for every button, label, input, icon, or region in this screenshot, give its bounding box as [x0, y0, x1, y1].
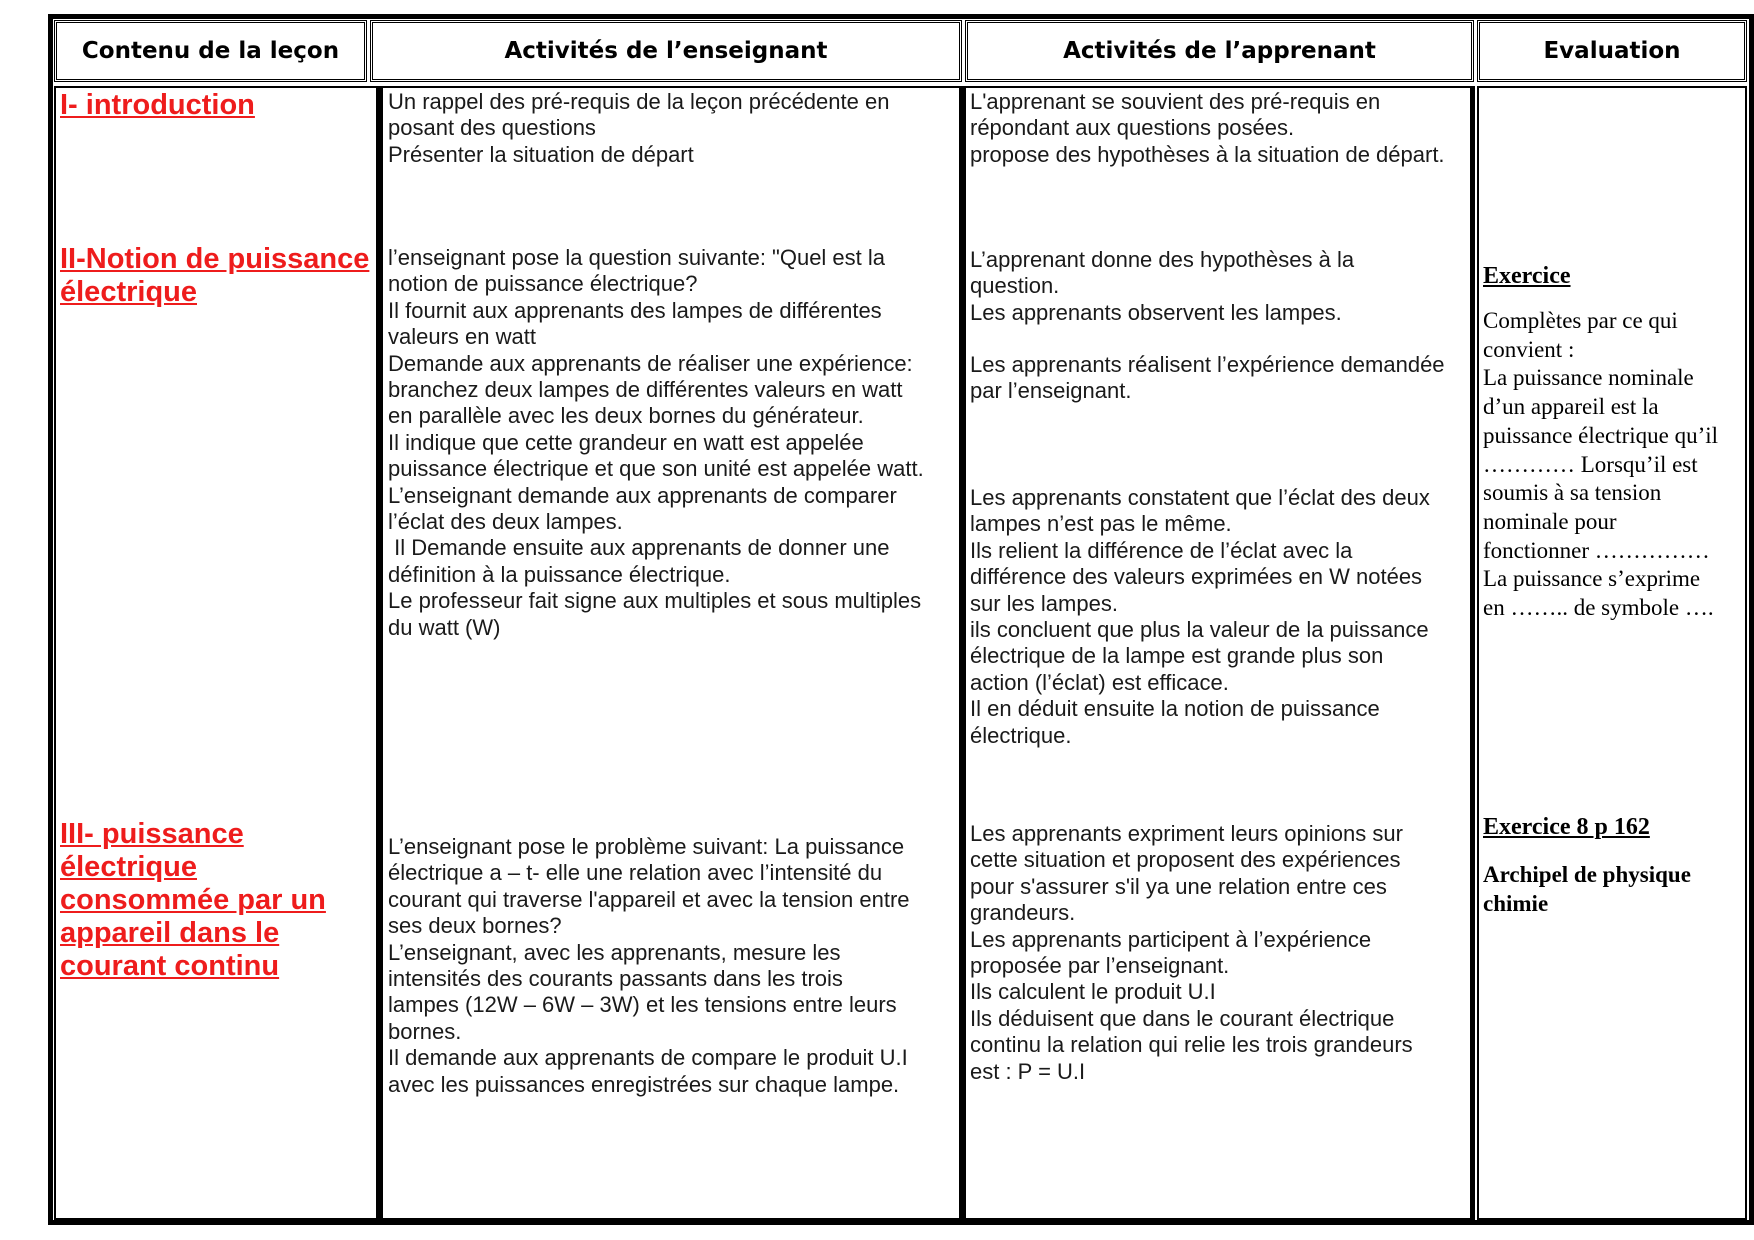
text-line: courant qui traverse l'appareil et avec la tension entre — [388, 886, 910, 912]
text-line: électrique a – t- elle une relation avec l’intensité du — [388, 860, 883, 886]
column-evaluation — [1477, 86, 1747, 1220]
text-line: en parallèle avec les deux bornes du générateur. — [388, 403, 864, 429]
section-title-line: II-Notion de puissance — [60, 243, 370, 275]
text-line: électrique de la lampe est grande plus son — [970, 643, 1384, 669]
header-learner-activities-label: Activités de l’apprenant — [1063, 38, 1376, 64]
text-line: différence des valeurs exprimées en W notées — [970, 564, 1423, 590]
text-line: chimie — [1483, 891, 1549, 916]
text-line: est : P = U.I — [970, 1058, 1086, 1084]
section-title-line: électrique — [60, 276, 197, 308]
text-line: Il Demande ensuite aux apprenants de donner une — [388, 535, 890, 561]
text-line: ses deux bornes? — [388, 913, 562, 939]
text-line: Les apprenants participent à l’expérience — [970, 926, 1372, 952]
learner-activities-notion-c — [970, 485, 1470, 749]
text-line: L’enseignant demande aux apprenants de comparer — [388, 482, 897, 508]
text-line: valeurs en watt — [388, 324, 536, 350]
text-line: Les apprenants expriment leurs opinions sur — [970, 821, 1403, 846]
header-lesson-content-label: Contenu de la leçon — [81, 38, 340, 64]
text-line: en …….. de symbole …. — [1483, 595, 1714, 621]
text-line: Les apprenants observent les lampes. — [970, 299, 1342, 325]
text-line: Les apprenants réalisent l’expérience demandée — [970, 352, 1445, 377]
section-title-line: électrique — [60, 851, 197, 883]
section-title-introduction — [60, 89, 255, 122]
text-line: La puissance s’exprime — [1483, 566, 1701, 592]
text-line: La puissance nominale — [1483, 365, 1694, 391]
text-line: d’un appareil est la — [1483, 394, 1659, 420]
learner-activities-notion-b — [970, 352, 1470, 405]
text-line: branchez deux lampes de différentes valeurs en watt — [388, 377, 903, 403]
text-line: Complètes par ce qui — [1483, 308, 1678, 333]
text-line: nominale pour — [1483, 508, 1617, 534]
text-line: soumis à sa tension — [1483, 480, 1662, 506]
text-line: Ils déduisent que dans le courant électrique — [970, 1005, 1395, 1031]
section-title-line: courant continu — [60, 950, 280, 982]
text-line: pour s'assurer s'il ya une relation entre ces — [970, 873, 1387, 899]
text-line: puissance électrique qu’il — [1483, 422, 1719, 448]
text-line: fonctionner …………… — [1483, 537, 1710, 563]
text-line: puissance électrique et que son unité est appelée watt. — [388, 456, 924, 482]
text-line: l’enseignant pose la question suivante: "Quel est la — [388, 245, 886, 270]
text-line: lampes n’est pas le même. — [970, 511, 1232, 537]
teacher-activities-consumption — [388, 834, 958, 1098]
exercise-title: Exercice — [1483, 263, 1571, 289]
text-line: l’éclat des deux lampes. — [388, 509, 623, 535]
header-lesson-content — [54, 20, 367, 82]
text-line: L'apprenant se souvient des pré-requis en — [970, 89, 1381, 114]
text-line: grandeurs. — [970, 900, 1076, 926]
text-line: propose des hypothèses à la situation de départ. — [970, 141, 1445, 167]
text-line: avec les puissances enregistrées sur chaque lampe. — [388, 1071, 900, 1097]
text-line: lampes (12W – 6W – 3W) et les tensions entre leurs — [388, 992, 897, 1018]
text-line: Il demande aux apprenants de compare le produit U.I — [388, 1045, 908, 1071]
header-evaluation-label: Evaluation — [1543, 38, 1681, 64]
text-line: intensités des courants passants dans les trois — [388, 966, 843, 992]
text-line: électrique. — [970, 722, 1072, 748]
header-evaluation — [1477, 20, 1747, 82]
text-line: Demande aux apprenants de réaliser une expérience: — [388, 350, 913, 376]
section-title-line: consommée par un — [60, 884, 326, 916]
teacher-activities-notion — [388, 245, 958, 641]
text-line: Un rappel des pré-requis de la leçon précédente en — [388, 89, 890, 114]
text-line: répondant aux questions posées. — [970, 115, 1295, 141]
text-line: sur les lampes. — [970, 590, 1118, 616]
header-teacher-activities — [370, 20, 962, 82]
text-line: Ils relient la différence de l’éclat avec la — [970, 537, 1353, 563]
text-line: proposée par l’enseignant. — [970, 953, 1230, 979]
text-line: définition à la puissance électrique. — [388, 561, 731, 587]
text-line: Présenter la situation de départ — [388, 141, 694, 167]
text-line: ils concluent que plus la valeur de la puissance — [970, 617, 1429, 643]
text-line: L’enseignant pose le problème suivant: La puissance — [388, 834, 905, 859]
teacher-activities-intro — [388, 89, 958, 168]
header-learner-activities — [965, 20, 1474, 82]
text-line: cette situation et proposent des expériences — [970, 847, 1401, 873]
section-title-line: appareil dans le — [60, 917, 280, 949]
text-line: Il fournit aux apprenants des lampes de différentes — [388, 297, 882, 323]
text-line: Le professeur fait signe aux multiples et sous multiples — [388, 588, 922, 614]
text-line: continu la relation qui relie les trois grandeurs — [970, 1032, 1413, 1058]
text-line: convient : — [1483, 336, 1575, 362]
learner-activities-consumption — [970, 821, 1470, 1085]
text-line: action (l’éclat) est efficace. — [970, 669, 1229, 695]
exercise-reference-title: Exercice 8 p 162 — [1483, 814, 1650, 840]
text-line: du watt (W) — [388, 614, 501, 640]
section-title-line: III- puissance — [60, 818, 244, 850]
section-title-notion-puissance — [60, 243, 369, 309]
text-line: L’enseignant, avec les apprenants, mesure les — [388, 939, 841, 965]
textbook-reference — [1483, 860, 1745, 918]
text-line: L’apprenant donne des hypothèses à la — [970, 247, 1355, 272]
section-title-puissance-consommee — [60, 818, 326, 983]
text-line: Les apprenants constatent que l’éclat des deux — [970, 485, 1430, 510]
text-line: Il indique que cette grandeur en watt est appelée — [388, 429, 864, 455]
text-line: bornes. — [388, 1018, 462, 1044]
text-line: Archipel de physique — [1483, 862, 1691, 887]
text-line: posant des questions — [388, 115, 596, 141]
learner-activities-notion-a — [970, 247, 1470, 326]
text-line: ………… Lorsqu’il est — [1483, 451, 1698, 477]
exercise-body — [1483, 307, 1745, 623]
text-line: question. — [970, 273, 1060, 299]
text-line: Ils calculent le produit U.I — [970, 979, 1216, 1005]
text-line: Il en déduit ensuite la notion de puissance — [970, 696, 1380, 722]
learner-activities-intro — [970, 89, 1470, 168]
text-line: par l’enseignant. — [970, 378, 1132, 404]
text-line: notion de puissance électrique? — [388, 271, 698, 297]
header-teacher-activities-label: Activités de l’enseignant — [504, 38, 828, 64]
section-title-line: I- introduction — [60, 89, 255, 121]
